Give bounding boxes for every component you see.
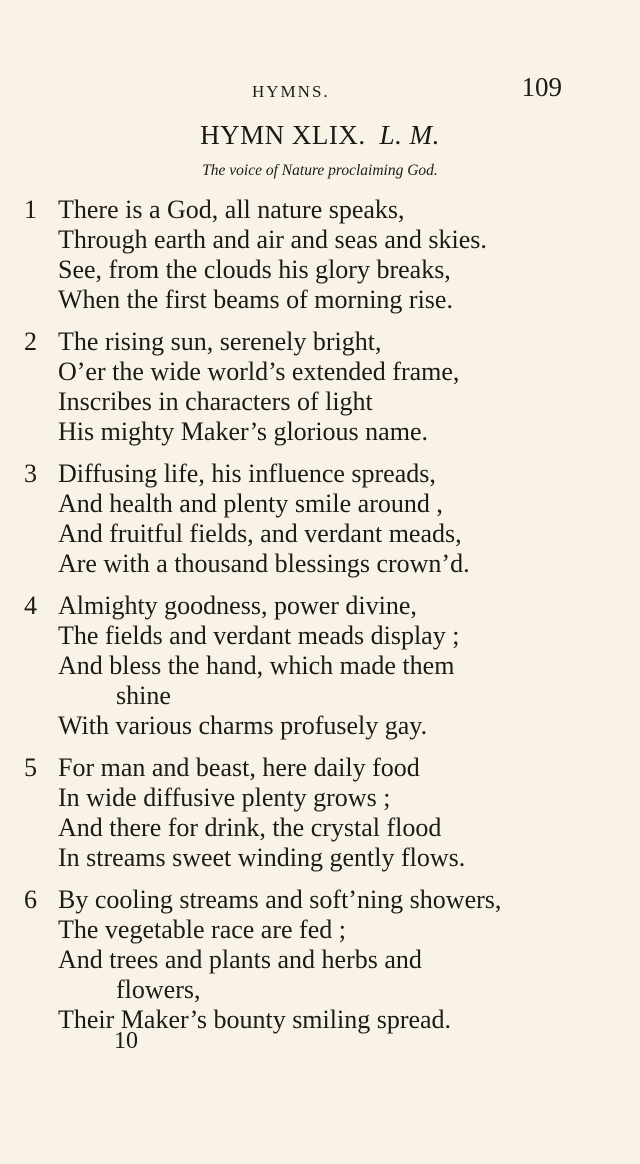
- page-number: 109: [521, 72, 562, 102]
- verse-line: For man and beast, here daily food: [58, 753, 420, 782]
- verse-line: Inscribes in characters of light: [58, 387, 373, 416]
- verse-line: In streams sweet winding gently flows.: [58, 843, 466, 872]
- verse-6: [0, 885, 640, 1035]
- verse-line: And trees and plants and herbs and: [58, 945, 422, 974]
- verse-3: [0, 459, 640, 579]
- verse-line: Almighty goodness, power divine,: [58, 591, 417, 620]
- hymn-subtitle: The voice of Nature proclaiming God.: [202, 162, 438, 179]
- verse-line-continuation: flowers,: [116, 975, 201, 1004]
- verse-line: O’er the wide world’s extended frame,: [58, 357, 460, 386]
- verse-5: [0, 753, 640, 873]
- verse-line: And health and plenty smile around ,: [58, 489, 443, 518]
- hymn-number: HYMN XLIX.: [200, 120, 366, 150]
- verse-line: The rising sun, serenely bright,: [58, 327, 382, 356]
- verse-4: [0, 591, 640, 741]
- verse-line: Are with a thousand blessings crown’d.: [58, 549, 470, 578]
- verse-number: 3: [24, 459, 37, 488]
- verse-line-continuation: shine: [116, 681, 171, 710]
- verse-line: There is a God, all nature speaks,: [58, 195, 405, 224]
- verse-number: 4: [24, 591, 37, 620]
- verse-line: And bless the hand, which made them: [58, 651, 455, 680]
- verse-line: Through earth and air and seas and skies.: [58, 225, 487, 254]
- hymn-meter: L. M.: [379, 120, 440, 150]
- hymn-title: [0, 120, 640, 151]
- verse-line: In wide diffusive plenty grows ;: [58, 783, 391, 812]
- verse-number: 6: [24, 885, 37, 914]
- signature-mark: 10: [114, 1028, 138, 1054]
- verse-number: 5: [24, 753, 37, 782]
- verse-line: His mighty Maker’s glorious name.: [58, 417, 428, 446]
- verse-line: With various charms profusely gay.: [58, 711, 428, 740]
- running-title: HYMNS.: [252, 82, 330, 101]
- verse-line: By cooling streams and soft’ning showers,: [58, 885, 502, 914]
- verse-line: See, from the clouds his glory breaks,: [58, 255, 451, 284]
- verse-line: The fields and verdant meads display ;: [58, 621, 460, 650]
- verse-line: Their Maker’s bounty smiling spread.: [58, 1005, 452, 1034]
- verse-line: The vegetable race are fed ;: [58, 915, 346, 944]
- verse-number: 1: [24, 195, 37, 224]
- verse-number: 2: [24, 327, 37, 356]
- verse-line: And there for drink, the crystal flood: [58, 813, 442, 842]
- verses: [0, 195, 640, 1047]
- running-head: [0, 72, 640, 108]
- verse-2: [0, 327, 640, 447]
- verse-line: When the first beams of morning rise.: [58, 285, 453, 314]
- verse-1: [0, 195, 640, 315]
- verse-line: And fruitful fields, and verdant meads,: [58, 519, 462, 548]
- verse-line: Diffusing life, his influence spreads,: [58, 459, 436, 488]
